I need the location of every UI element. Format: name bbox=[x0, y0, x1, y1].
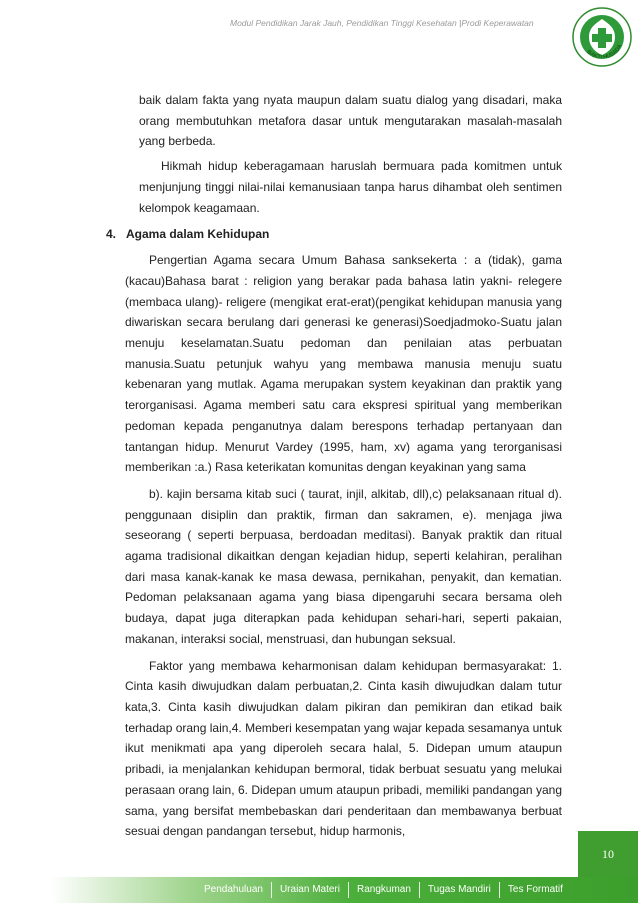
header-separator: | bbox=[459, 18, 462, 28]
bakti-husada-logo-icon bbox=[571, 6, 633, 68]
page-content bbox=[106, 90, 562, 848]
nav-rangkuman[interactable]: Rangkuman bbox=[349, 882, 420, 898]
logo-caption: BAKTI HUSADA bbox=[585, 43, 624, 61]
footer-nav bbox=[196, 877, 638, 903]
nav-pendahuluan[interactable]: Pendahuluan bbox=[196, 882, 272, 898]
header-program: Prodi Keperawatan bbox=[461, 18, 534, 28]
header-module-title: Modul Pendidikan Jarak Jauh, Pendidikan Tinggi Kesehatan bbox=[230, 18, 457, 28]
intro-paragraph-1: baik dalam fakta yang nyata maupun dalam suatu dialog yang disadari, maka orang membutuhkan metafora dasar untuk mengutarakan masalah-masalah yang berbeda. bbox=[139, 93, 562, 149]
body-paragraph-1: Pengertian Agama secara Umum Bahasa sanksekerta : a (tidak), gama (kacau)Bahasa barat : religion yang berakar pada bahasa latin yakni- relegere (membaca ulang)- religere (mengikat erat-erat)(pengikat kehidupan manusia yang diwariskan secara berulang dari generasi ke generasi)Soedjadmoko-Suatu jalan menuju keselamatan.Suatu pedoman dan penilaian atas perbuatan manusia.Suatu petunjuk wahyu yang membawa manusia menuju suatu kebenaran yang mutlak. Agama merupakan system keyakinan dan praktik yang terorganisasi. Agama memberi satu cara ekspresi spiritual yang memberikan pedoman kepada penganutnya dalam berespons terhadap pertanyaan dan tantangan hidup. Menurut Vardey (1995, ham, xv) agama yang terorganisasi memberikan :a.) Rasa keterikatan komunitas dengan keyakinan yang sama bbox=[125, 253, 562, 475]
section-heading bbox=[106, 225, 562, 243]
nav-tes-formatif[interactable]: Tes Formatif bbox=[507, 884, 563, 895]
intro-paragraph-2: Hikmah hidup keberagamaan haruslah bermuara pada komitmen untuk menjunjung tinggi nilai-nilai kemanusiaan tanpa harus dihambat oleh sentimen kelompok keagamaan. bbox=[139, 159, 562, 215]
section-number: 4. bbox=[106, 227, 117, 242]
page-header bbox=[230, 18, 562, 28]
body-paragraph-3: Faktor yang membawa keharmonisan dalam kehidupan bermasyarakat: 1. Cinta kasih diwujudkan dalam perbuatan,2. Cinta kasih diwujudkan dalam tutur kata,3. Cinta kasih diwujudkan dalam pikiran dan pemikiran dan etikad baik terhadap orang lain,4. Memberi kesempatan yang wajar kepada sesamanya untuk ikut menikmati apa yang diperoleh secara halal, 5. Didepan umum ataupun pribadi, ia menjalankan kehidupan bermoral, tidak berbuat sesuatu yang melukai perasaan orang lain, 6. Didepan umum ataupun pribadi, memiliki pandangan yang sama, yang bersifat membebaskan dari penderitaan dan membawanya berbuat sesuai dengan pandangan tersebut, hidup harmonis, bbox=[125, 658, 562, 839]
body-paragraph-2: b). kajin bersama kitab suci ( taurat, injil, alkitab, dll),c) pelaksanaan ritual d). penggunaan disiplin dan praktik, firman dan sakramen, e). menjaga jiwa seseorang ( seperti berpuasa, berdoadan meditasi). Banyak praktik dan ritual agama tradisional dikaitkan dengan kejadian hidup, seperti kelahiran, peralihan dari masa kanak-kanak ke masa dewasa, pernikahan, penyakit, dan kematian. Pedoman pelaksanaan agama yang biasa dipengaruhi secara bersama oleh budaya, dapat juga diterapkan pada kehidupan sehari-hari, seperti pakaian, makanan, interaksi social, menstruasi, dan hubungan seksual. bbox=[125, 486, 562, 646]
nav-uraian-materi[interactable]: Uraian Materi bbox=[272, 882, 349, 898]
section-title: Agama dalam Kehidupan bbox=[126, 227, 270, 242]
nav-tugas-mandiri[interactable]: Tugas Mandiri bbox=[420, 882, 500, 898]
page-number: 10 bbox=[578, 831, 638, 877]
